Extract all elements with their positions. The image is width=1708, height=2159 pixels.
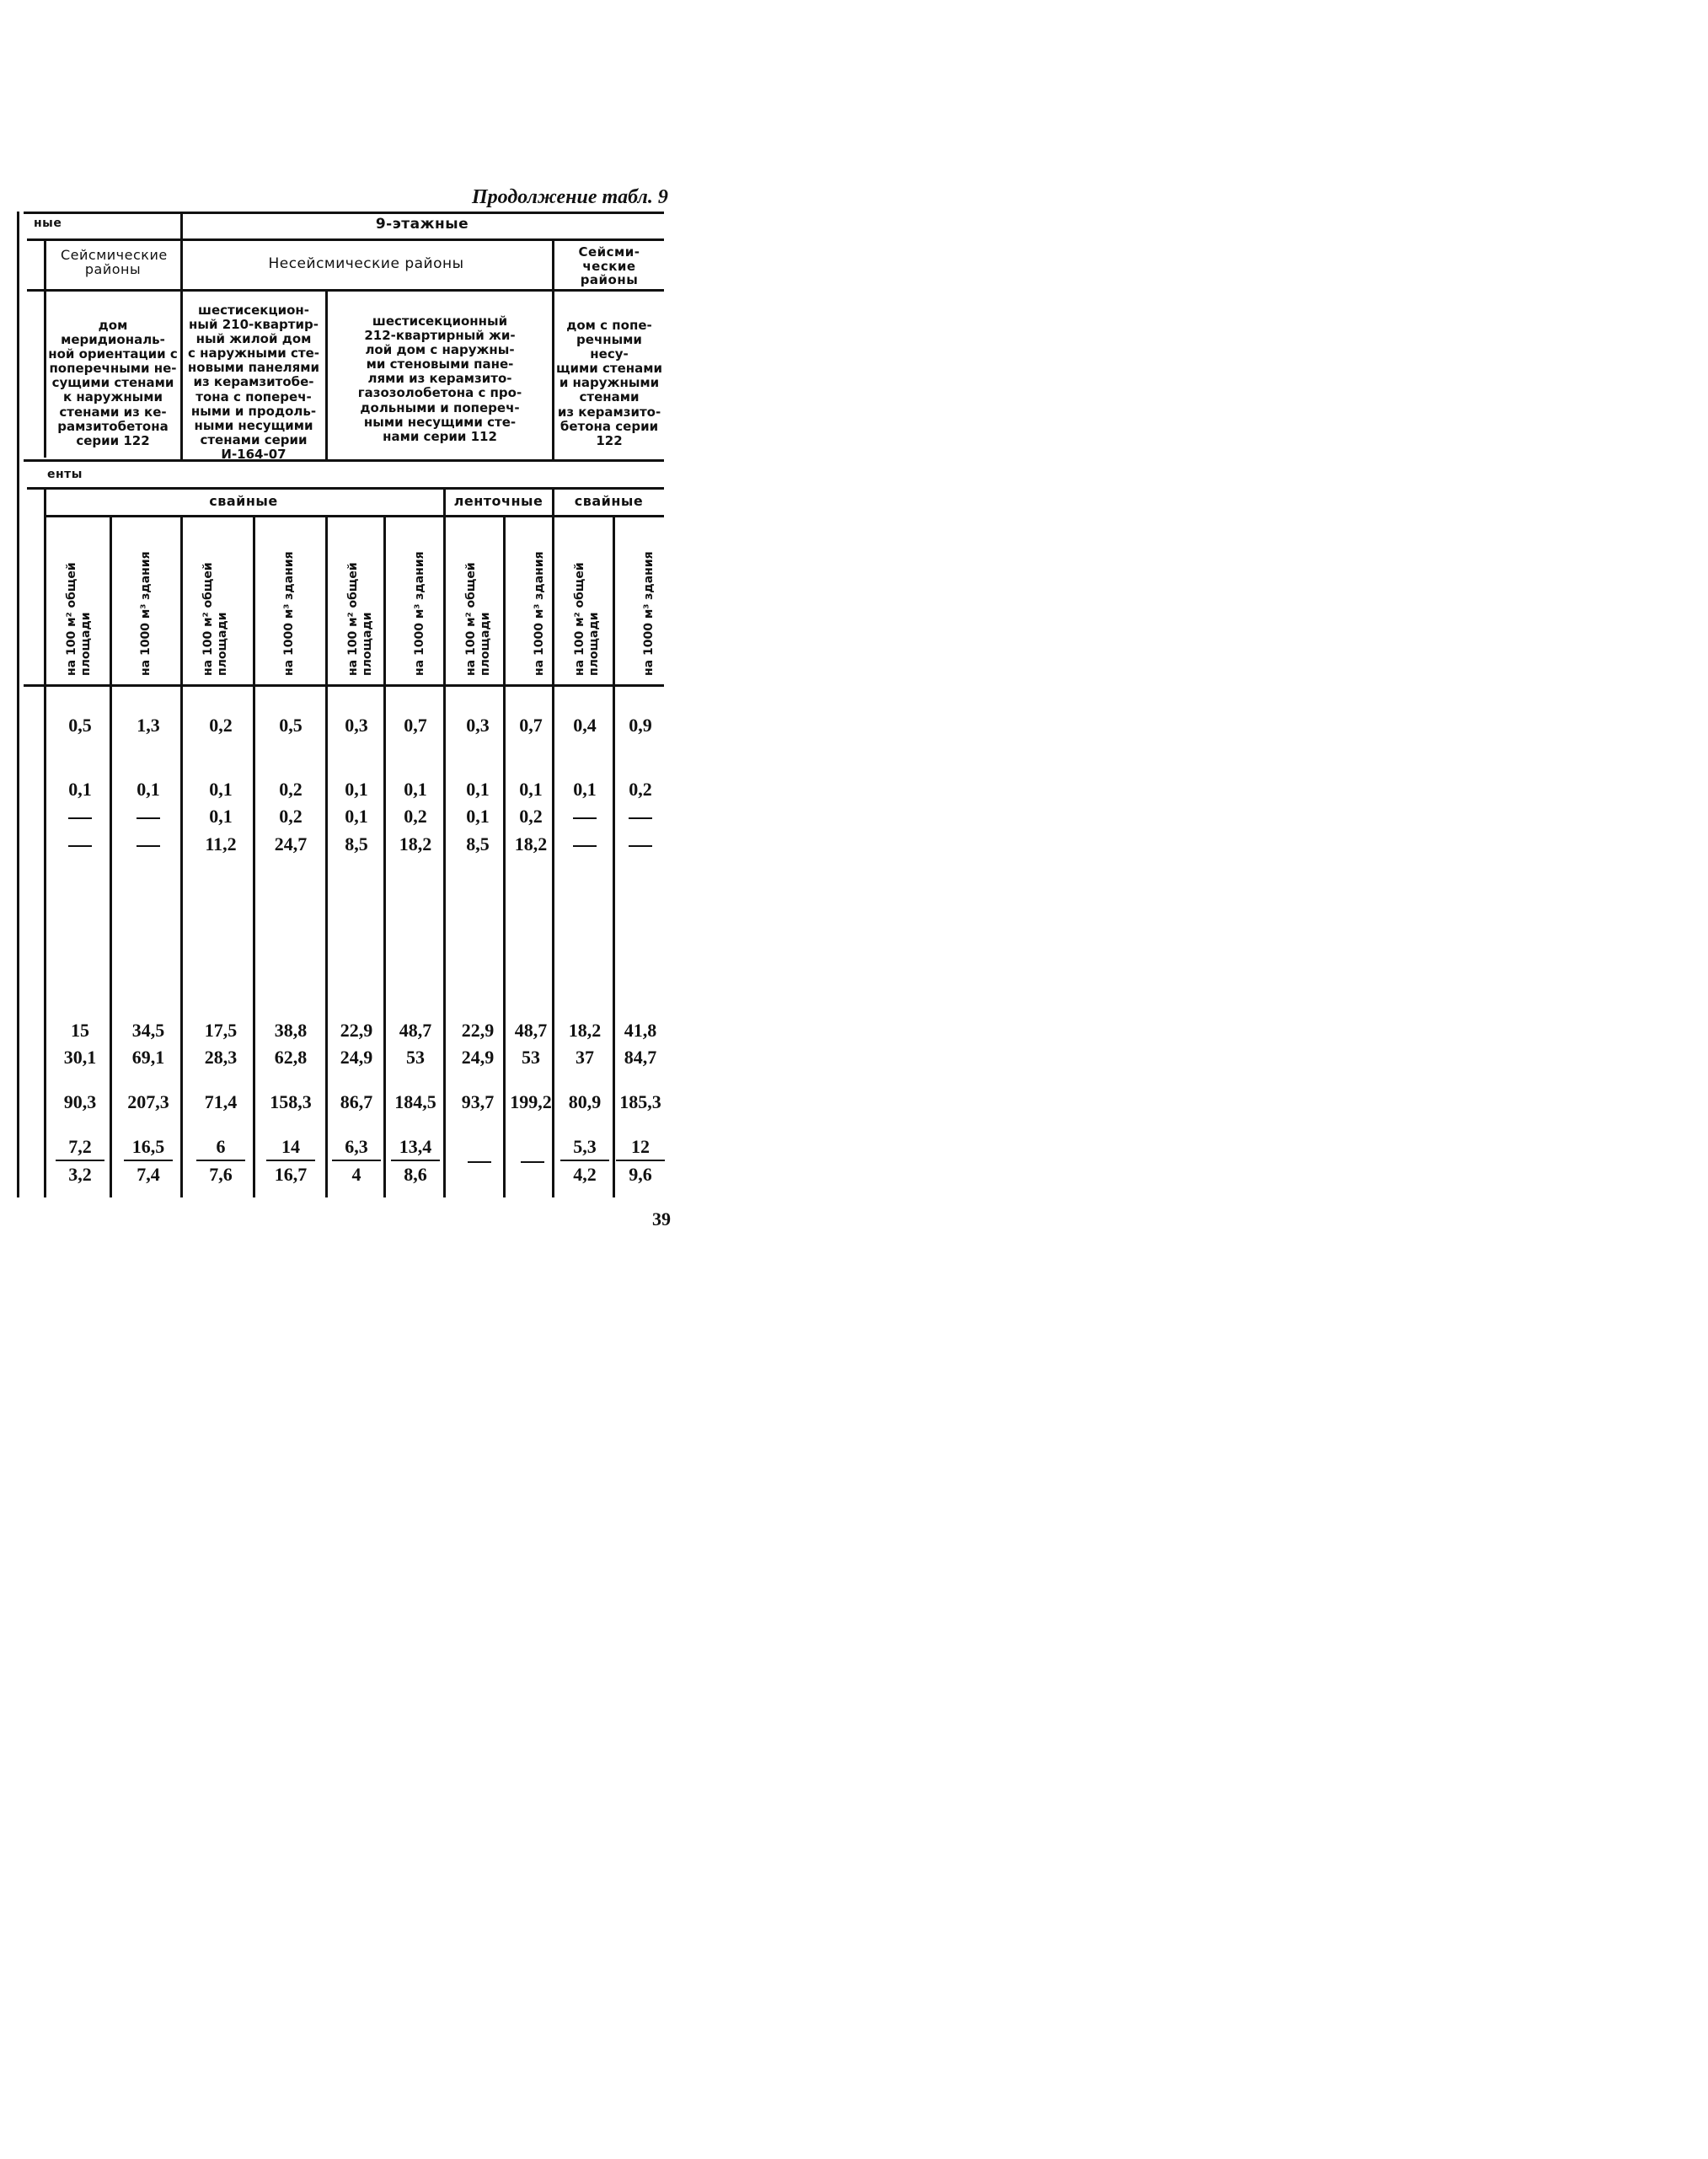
table-cell: 53 xyxy=(406,1047,425,1068)
unit-label-col3: на 100 м² общей площади xyxy=(201,562,229,676)
table-cell: 28,3 xyxy=(204,1047,238,1068)
fraction-cell xyxy=(555,1136,614,1186)
fraction-numerator: 6 xyxy=(216,1136,226,1157)
header-seismic-right: Сейсми- ческие районы xyxy=(578,244,640,287)
fraction-numerator: 7,2 xyxy=(68,1136,92,1157)
table-cell: 0,4 xyxy=(573,715,597,736)
desc-col2: шестисекцион- ный 210-квартир- ный жилой дом с наружными сте- новыми панелями из керамзитобе- тона с попереч- ными и продоль- ными несущими стенами серии И-164-07 xyxy=(187,303,320,462)
table-cell: 185,3 xyxy=(619,1091,661,1112)
dash-cell xyxy=(68,845,92,847)
fraction-denominator: 7,6 xyxy=(209,1164,233,1185)
table-cell: 8,5 xyxy=(466,833,490,854)
table-cell: 0,1 xyxy=(209,779,233,800)
table-cell: 184,5 xyxy=(394,1091,436,1112)
table-cell: 0,2 xyxy=(279,806,303,827)
table-cell: 18,2 xyxy=(399,833,432,854)
table-cell: 0,2 xyxy=(279,779,303,800)
fraction-denominator: 4 xyxy=(351,1164,361,1185)
table-cell: 0,1 xyxy=(573,779,597,800)
dash-cell xyxy=(137,817,160,819)
table-cell: 80,9 xyxy=(568,1091,602,1112)
vline-c3 xyxy=(180,515,183,1197)
rule-desc-bottom xyxy=(24,459,664,462)
table-cell: 90,3 xyxy=(63,1091,97,1112)
fraction-bar xyxy=(266,1160,315,1161)
fraction-cell xyxy=(191,1136,250,1186)
found-type-svai2: свайные xyxy=(574,493,644,509)
dash-cell xyxy=(68,817,92,819)
fraction-bar xyxy=(332,1160,381,1161)
fraction-cell xyxy=(261,1136,320,1186)
table-cell: 30,1 xyxy=(63,1047,97,1068)
unit-label-col2: на 1000 м³ здания xyxy=(139,551,153,676)
desc-col3: шестисекционный 212-квартирный жи- лой дом с наружны- ми стеновыми пане- лями из керамзито- газозолобетона с про- дольными и попереч- ными несущими сте- нами серии 112 xyxy=(357,313,522,444)
table-cell: 41,8 xyxy=(624,1020,657,1041)
fraction-bar xyxy=(391,1160,440,1161)
table-cell: 0,1 xyxy=(345,779,368,800)
table-cell: 24,9 xyxy=(461,1047,495,1068)
table-cell: 0,1 xyxy=(345,806,368,827)
table-cell: 86,7 xyxy=(340,1091,373,1112)
fraction-bar xyxy=(616,1160,665,1161)
fraction-bar xyxy=(196,1160,245,1161)
table-cell: 48,7 xyxy=(514,1020,548,1041)
unit-label-col5: на 100 м² общей площади xyxy=(346,562,374,676)
header-left-partial: ные xyxy=(34,217,62,230)
fraction-bar xyxy=(560,1160,609,1161)
dash-cell xyxy=(629,845,652,847)
table-cell: 24,9 xyxy=(340,1047,373,1068)
table-cell: 18,2 xyxy=(568,1020,602,1041)
fraction-denominator: 16,7 xyxy=(274,1164,308,1185)
vline-left-seismic xyxy=(44,238,46,458)
table-cell: 0,1 xyxy=(137,779,160,800)
table-cell: 0,2 xyxy=(404,806,427,827)
table-cell: 0,5 xyxy=(279,715,303,736)
table-cell: 84,7 xyxy=(624,1047,657,1068)
fraction-cell xyxy=(327,1136,386,1186)
table-cell: 0,5 xyxy=(68,715,92,736)
fraction-denominator: 4,2 xyxy=(573,1164,597,1185)
rule-top xyxy=(24,212,664,214)
found-type-svai1: свайные xyxy=(209,493,278,509)
fraction-numerator: 6,3 xyxy=(345,1136,368,1157)
vline-col1-outer xyxy=(44,487,46,1197)
table-cell: 0,3 xyxy=(345,715,368,736)
rule-found-label xyxy=(27,487,664,490)
table-cell: 199,2 xyxy=(510,1091,552,1112)
dash-cell xyxy=(629,817,652,819)
vline-left-edge xyxy=(17,212,19,1197)
table-cell: 0,1 xyxy=(209,806,233,827)
foundations-partial: енты xyxy=(47,468,83,481)
rule-found-types xyxy=(44,515,664,517)
table-cell: 0,9 xyxy=(629,715,652,736)
page-number: 39 xyxy=(652,1208,671,1230)
fraction-cell xyxy=(611,1136,670,1186)
table-cell: 0,2 xyxy=(209,715,233,736)
found-type-lent: ленточные xyxy=(453,493,543,509)
table-cell: 0,2 xyxy=(629,779,652,800)
table-cell: 18,2 xyxy=(514,833,548,854)
table-cell: 53 xyxy=(522,1047,540,1068)
table-cell: 22,9 xyxy=(340,1020,373,1041)
fraction-cell xyxy=(51,1136,110,1186)
vline-c4 xyxy=(253,515,255,1197)
fraction-numerator: 13,4 xyxy=(399,1136,432,1157)
fraction-cell xyxy=(119,1136,178,1186)
table-cell: 17,5 xyxy=(204,1020,238,1041)
fraction-denominator: 3,2 xyxy=(68,1164,92,1185)
dash-cell xyxy=(573,845,597,847)
fraction-cell xyxy=(386,1136,445,1186)
dash-cell xyxy=(137,845,160,847)
table-cell: 48,7 xyxy=(399,1020,432,1041)
unit-label-col8: на 1000 м³ здания xyxy=(533,551,546,676)
rule-header2 xyxy=(27,238,664,241)
rule-header3 xyxy=(27,289,664,292)
table-cell: 15 xyxy=(71,1020,89,1041)
table-cell: 158,3 xyxy=(270,1091,312,1112)
table-cell: 34,5 xyxy=(131,1020,165,1041)
dash-cell xyxy=(573,817,597,819)
fraction-denominator: 9,6 xyxy=(629,1164,652,1185)
vline-c2 xyxy=(110,515,112,1197)
table-cell: 0,1 xyxy=(519,779,543,800)
header-nine-storey: 9-этажные xyxy=(375,216,469,233)
dash-cell xyxy=(521,1161,544,1163)
fraction-numerator: 14 xyxy=(281,1136,300,1157)
desc-col4: дом с попе- речными несу- щими стенами и наружными стенами из керамзито- бетона серии 122 xyxy=(555,318,663,448)
table-caption: Продолжение табл. 9 xyxy=(472,186,668,208)
table-cell: 207,3 xyxy=(127,1091,169,1112)
unit-label-col6: на 1000 м³ здания xyxy=(413,551,426,676)
fraction-numerator: 12 xyxy=(631,1136,650,1157)
dash-cell xyxy=(468,1161,491,1163)
table-cell: 24,7 xyxy=(274,833,308,854)
fraction-denominator: 7,4 xyxy=(137,1164,160,1185)
header-seismic-left: Сейсмические районы xyxy=(61,247,168,277)
vline-desc2 xyxy=(325,289,328,459)
desc-col1: дом меридиональ- ной ориентации с поперечными не- сущими стенами к наружными стенами из ке- рамзитобетона серии 122 xyxy=(48,318,178,448)
table-cell: 37 xyxy=(576,1047,594,1068)
unit-label-col10: на 1000 м³ здания xyxy=(642,551,656,676)
header-nonseismic: Несейсмические районы xyxy=(268,255,464,272)
table-cell: 69,1 xyxy=(131,1047,165,1068)
table-cell: 71,4 xyxy=(204,1091,238,1112)
table-cell: 38,8 xyxy=(274,1020,308,1041)
table-cell: 22,9 xyxy=(461,1020,495,1041)
fraction-numerator: 16,5 xyxy=(131,1136,165,1157)
fraction-denominator: 8,6 xyxy=(404,1164,427,1185)
rule-units-bottom xyxy=(24,684,664,687)
fraction-bar xyxy=(124,1160,173,1161)
unit-label-col7: на 100 м² общей площади xyxy=(464,562,492,676)
unit-label-col4: на 1000 м³ здания xyxy=(282,551,296,676)
table-cell: 93,7 xyxy=(461,1091,495,1112)
table-cell: 0,1 xyxy=(466,806,490,827)
fraction-bar xyxy=(56,1160,104,1161)
table-cell: 0,1 xyxy=(466,779,490,800)
table-cell: 0,7 xyxy=(519,715,543,736)
table-cell: 11,2 xyxy=(205,833,237,854)
table-cell: 0,7 xyxy=(404,715,427,736)
table-cell: 0,1 xyxy=(68,779,92,800)
table-cell: 0,2 xyxy=(519,806,543,827)
unit-label-col1: на 100 м² общей площади xyxy=(65,562,93,676)
table-cell: 0,1 xyxy=(404,779,427,800)
table-cell: 1,3 xyxy=(137,715,160,736)
unit-label-col9: на 100 м² общей площади xyxy=(573,562,601,676)
vline-seis-right xyxy=(552,238,554,459)
table-cell: 62,8 xyxy=(274,1047,308,1068)
table-cell: 0,3 xyxy=(466,715,490,736)
fraction-numerator: 5,3 xyxy=(573,1136,597,1157)
table-cell: 8,5 xyxy=(345,833,368,854)
